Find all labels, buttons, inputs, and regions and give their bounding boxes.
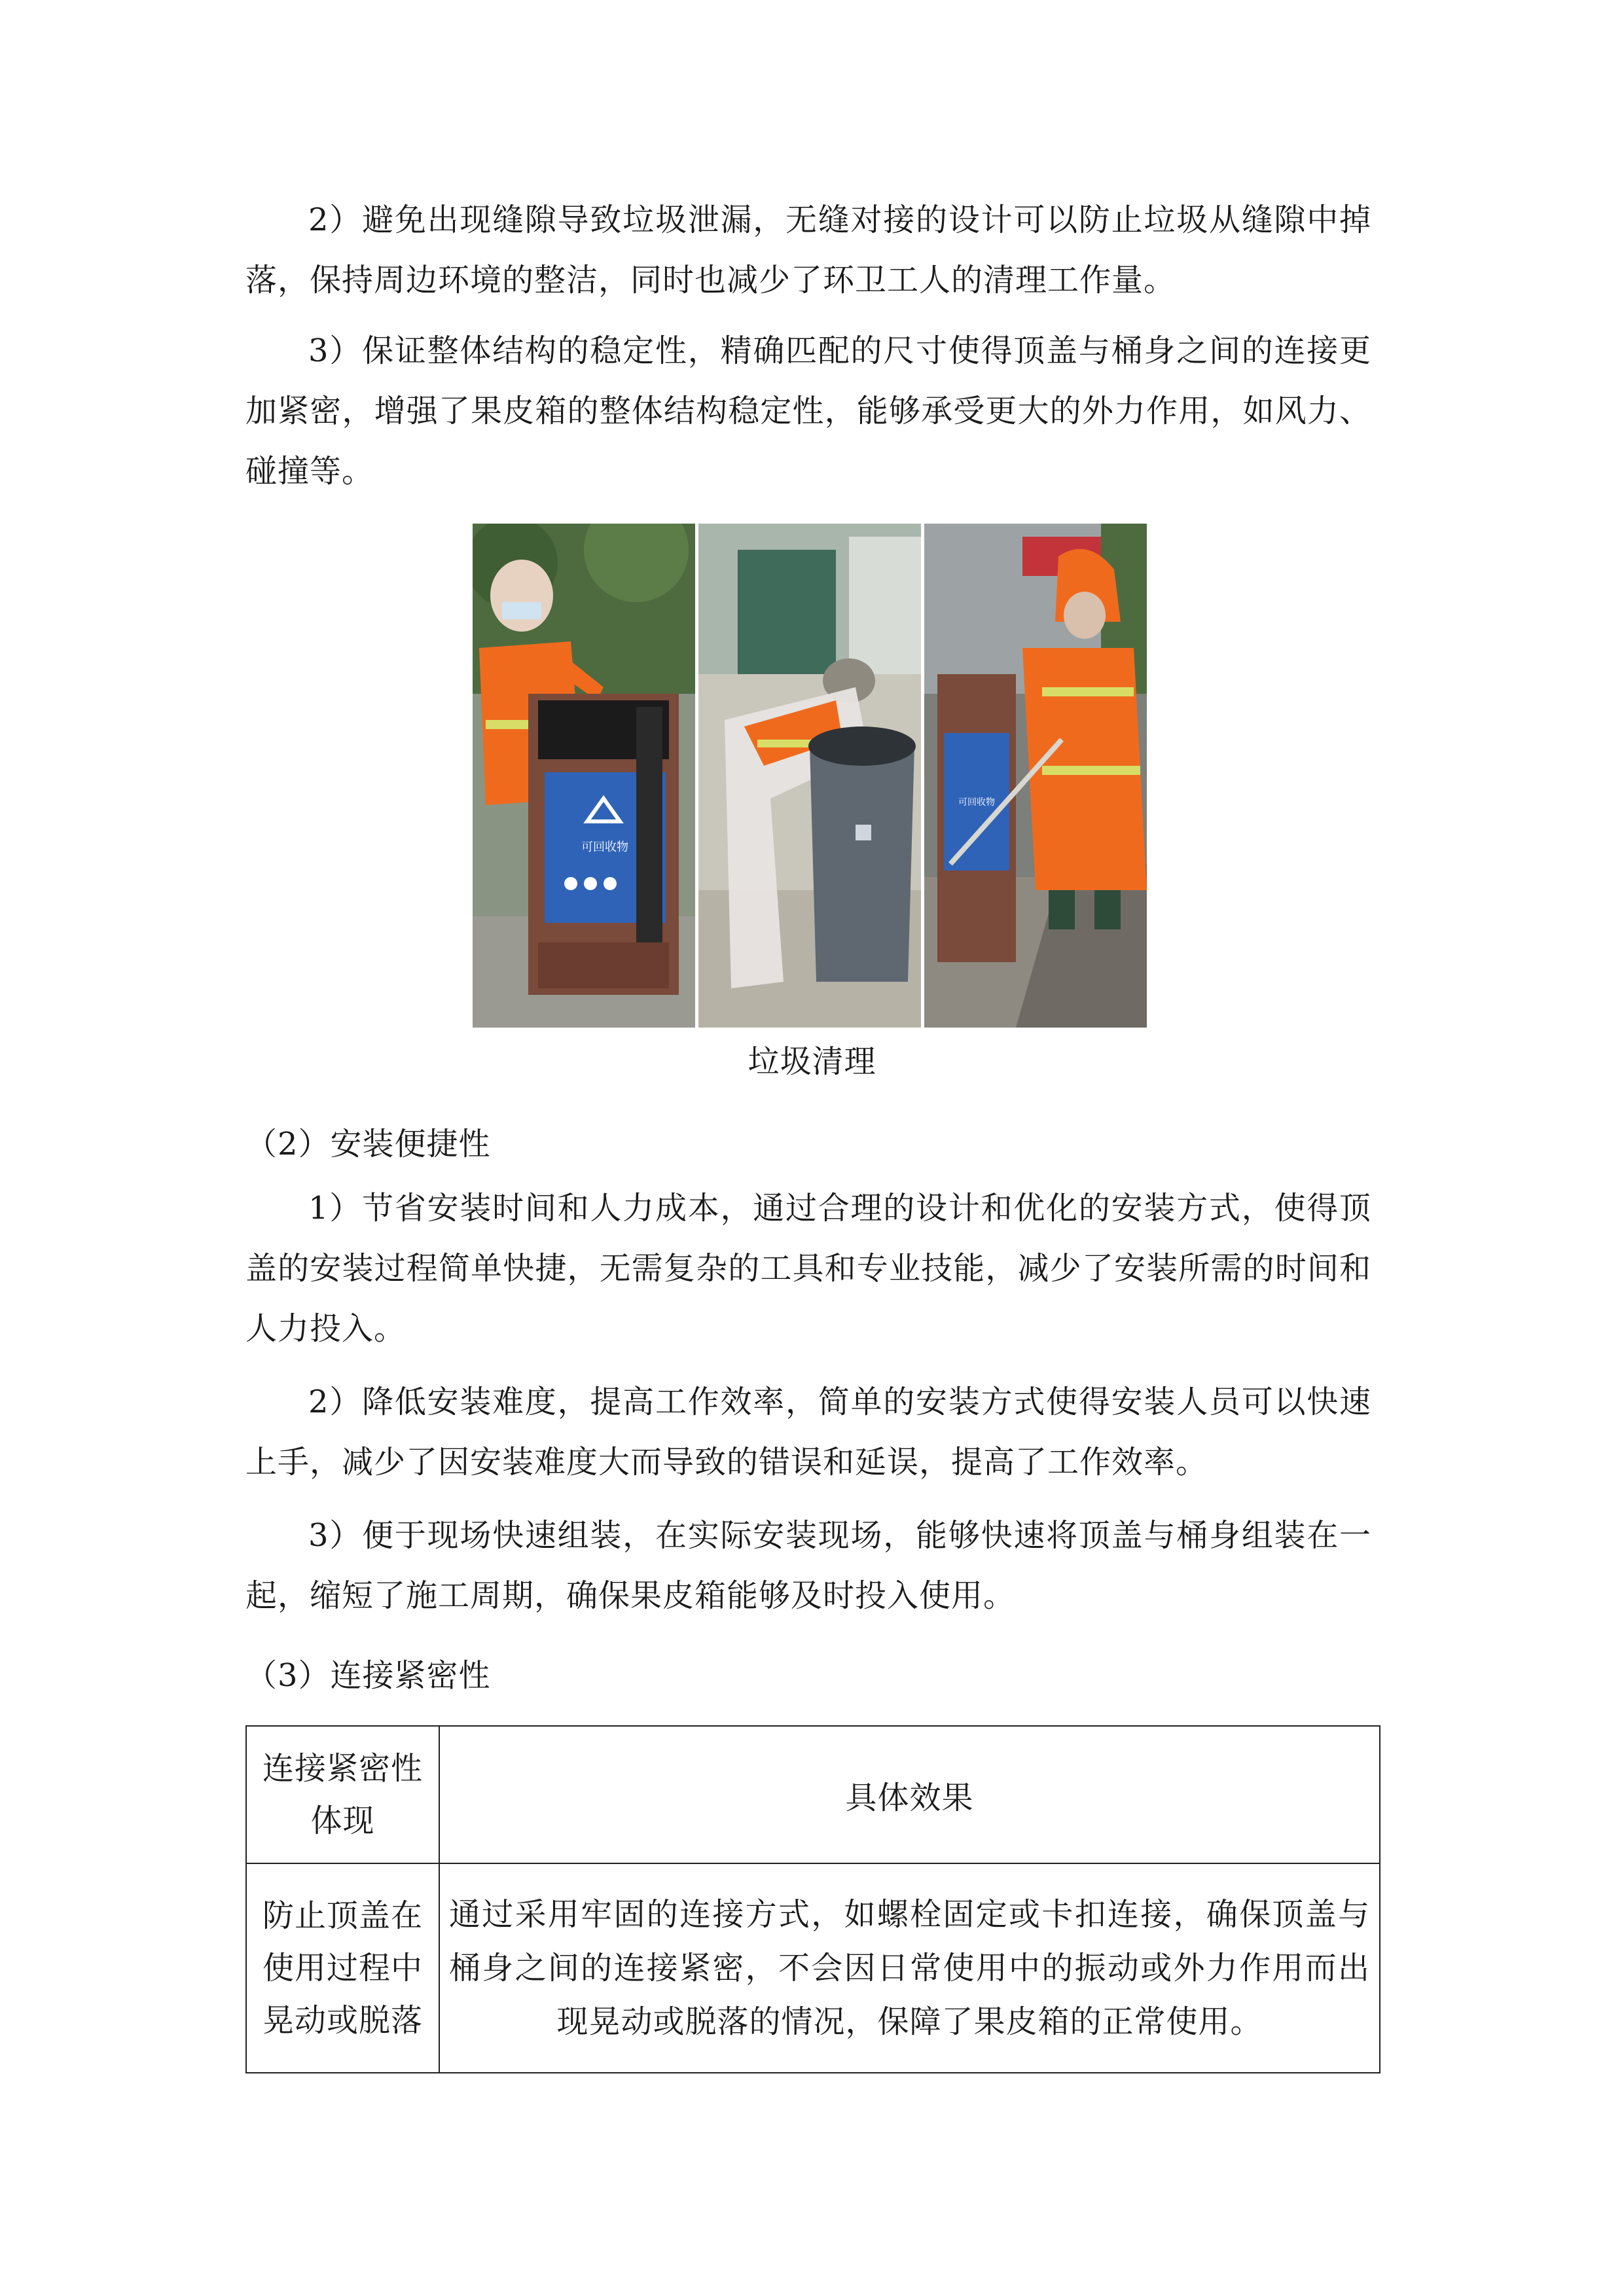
photo-worker-mopping [924, 524, 1147, 1028]
row-cell-effect-description: 通过采用牢固的连接方式，如螺栓固定或卡扣连接，确保顶盖与桶身之间的连接紧密，不会因日常使用中的振动或外力作用而出现晃动或脱落的情况，保障了果皮箱的正常使用。 [439, 1863, 1380, 2073]
table-header-row [246, 1726, 1380, 1863]
header-cell-effect: 具体效果 [439, 1726, 1380, 1863]
section-heading-connection-tightness: （3）连接紧密性 [245, 1657, 491, 1694]
paragraph-seamless-leak: 2）避免出现缝隙导致垃圾泄漏，无缝对接的设计可以防止垃圾从缝隙中掉落，保持周边环境的整洁，同时也减少了环卫工人的清理工作量。 [245, 202, 1371, 298]
paragraph-save-time: 1）节省安装时间和人力成本，通过合理的设计和优化的安装方式，使得顶盖的安装过程简单快捷，无需复杂的工具和专业技能，减少了安装所需的时间和人力投入。 [245, 1190, 1371, 1347]
paragraph-reduce-difficulty: 2）降低安装难度，提高工作效率，简单的安装方式使得安装人员可以快速上手，减少了因安装难度大而导致的错误和延误，提高了工作效率。 [245, 1384, 1371, 1480]
garbage-cleaning-figure [473, 524, 1147, 1028]
figure-caption: 垃圾清理 [748, 1043, 876, 1080]
photo-worker-at-bin [473, 524, 695, 1028]
bin-label-1: 可回收物 [581, 840, 628, 854]
photo-worker-cleaning-grey-bin [698, 524, 921, 1028]
connection-tightness-table [245, 1725, 1380, 2073]
row-cell-prevent-loosening: 防止顶盖在使用过程中晃动或脱落 [246, 1863, 439, 2073]
section-heading-install-convenience: （2）安装便捷性 [245, 1126, 491, 1162]
paragraph-quick-assembly: 3）便于现场快速组装，在实际安装现场，能够快速将顶盖与桶身组装在一起，缩短了施工周期，确保果皮箱能够及时投入使用。 [245, 1517, 1371, 1614]
paragraph-structural-stability: 3）保证整体结构的稳定性，精确匹配的尺寸使得顶盖与桶身之间的连接更加紧密，增强了果皮箱的整体结构稳定性，能够承受更大的外力作用，如风力、碰撞等。 [245, 332, 1371, 490]
table-row [246, 1863, 1380, 2073]
header-cell-manifestation: 连接紧密性体现 [246, 1726, 439, 1863]
bin-label-2: 可回收物 [958, 797, 995, 808]
